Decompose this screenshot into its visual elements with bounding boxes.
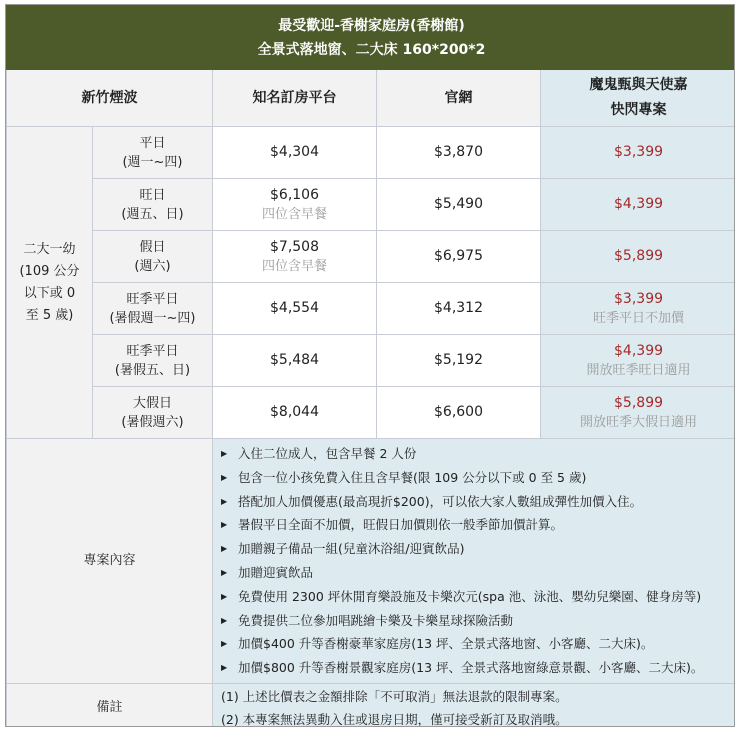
list-item: ▶ 加贈親子備品一組(兒童沐浴組/迎賓飲品) — [221, 537, 735, 561]
group-label-line-1: 二大一幼 — [23, 241, 76, 257]
header-special-line-1: 魔鬼甄與天使嘉 — [589, 77, 688, 93]
list-item: ▶ 搭配加人加價優惠(最高現折$200)，可以依大家人數組成彈性加價入住。 — [221, 490, 735, 514]
day-cell — [93, 387, 213, 439]
list-item: ▶ 加價$800 升等香榭景觀家庭房(13 坪、全景式落地窗綠意景觀、小客廳、二大床)。 — [221, 656, 735, 680]
platform-value: $4,304 — [270, 144, 319, 160]
header-official: 官網 — [377, 70, 541, 127]
day-sub: (暑假五、日) — [114, 362, 191, 378]
day-label: 旺季平日 — [126, 291, 179, 307]
content-label: 專案內容 — [7, 439, 213, 684]
day-label: 旺日 — [139, 187, 166, 203]
group-label-line-3: 以下或 0 — [23, 285, 76, 301]
price-comparison-table-frame — [5, 4, 735, 727]
day-sub: (週六) — [134, 258, 171, 274]
official-price: $5,192 — [377, 335, 541, 387]
special-price — [541, 231, 736, 283]
group-label — [7, 127, 93, 439]
day-cell — [93, 231, 213, 283]
special-value: $4,399 — [614, 342, 664, 359]
special-price — [541, 387, 736, 439]
table-row — [7, 127, 736, 179]
platform-price — [213, 179, 377, 231]
header-special — [541, 70, 736, 127]
remarks-label: 備註 — [7, 683, 213, 727]
remark-item: (1) 上述比價表之金額排除「不可取消」無法退款的限制專案。 — [221, 688, 568, 704]
platform-price — [213, 231, 377, 283]
platform-price — [213, 127, 377, 179]
platform-price: $5,484 — [213, 335, 377, 387]
remarks-row — [7, 683, 736, 727]
content-list — [221, 442, 735, 680]
official-price: $6,975 — [377, 231, 541, 283]
table-row — [7, 387, 736, 439]
table-row — [7, 335, 736, 387]
table-row — [7, 283, 736, 335]
special-value: $3,399 — [614, 144, 664, 160]
day-cell — [93, 179, 213, 231]
group-label-line-4: 至 5 歲) — [25, 307, 74, 323]
table-row — [7, 231, 736, 283]
content-list-cell — [213, 439, 736, 684]
header-special-line-2: 快閃專案 — [610, 102, 667, 118]
day-sub: (暑假週六) — [121, 414, 184, 430]
day-label: 旺季平日 — [126, 343, 179, 359]
platform-value: $7,508 — [270, 238, 319, 255]
list-item: ▶ 包含一位小孩免費入住且含早餐(限 109 公分以下或 0 至 5 歲) — [221, 466, 735, 490]
day-label: 大假日 — [132, 395, 172, 411]
special-value: $4,399 — [614, 196, 664, 212]
official-price: $5,490 — [377, 179, 541, 231]
title-line-2: 全景式落地窗、二大床 160*200*2 — [257, 41, 486, 58]
special-price — [541, 335, 736, 387]
list-item: ▶ 免費使用 2300 坪休閒育樂設施及卡樂次元(spa 池、泳池、嬰幼兒樂園、健身房等) — [221, 585, 735, 609]
platform-value: $6,106 — [270, 186, 319, 203]
special-note: 旺季平日不加價 — [593, 310, 685, 326]
special-price — [541, 179, 736, 231]
list-item: ▶ 加贈迎賓飲品 — [221, 561, 735, 585]
day-label: 平日 — [139, 135, 166, 151]
platform-price: $8,044 — [213, 387, 377, 439]
platform-price: $4,554 — [213, 283, 377, 335]
header-platform: 知名訂房平台 — [213, 70, 377, 127]
list-item: ▶ 免費提供二位參加唱跳繪卡樂及卡樂星球探險活動 — [221, 609, 735, 633]
list-item: ▶ 加價$400 升等香榭豪華家庭房(13 坪、全景式落地窗、小客廳、二大床)。 — [221, 632, 735, 656]
day-label: 假日 — [139, 239, 166, 255]
special-value: $5,899 — [614, 248, 664, 264]
platform-note: 四位含早餐 — [261, 258, 327, 274]
price-comparison-table — [6, 5, 735, 727]
day-cell — [93, 127, 213, 179]
day-sub: (週五、日) — [121, 206, 184, 222]
special-price — [541, 127, 736, 179]
remarks-cell — [213, 683, 736, 727]
day-sub: (暑假週一~四) — [109, 310, 196, 326]
special-note: 開放旺季大假日適用 — [580, 414, 698, 430]
official-price: $4,312 — [377, 283, 541, 335]
special-price — [541, 283, 736, 335]
platform-note: 四位含早餐 — [261, 206, 327, 222]
special-value: $3,399 — [614, 290, 664, 307]
special-value: $5,899 — [614, 394, 664, 411]
table-title — [7, 6, 736, 70]
group-label-line-2: (109 公分 — [19, 263, 80, 279]
day-cell — [93, 283, 213, 335]
table-row — [7, 179, 736, 231]
header-hotel: 新竹煙波 — [7, 70, 213, 127]
day-sub: (週一~四) — [122, 154, 183, 170]
content-row — [7, 439, 736, 684]
day-cell — [93, 335, 213, 387]
title-line-1: 最受歡迎-香榭家庭房(香榭館) — [278, 17, 465, 34]
list-item: ▶ 暑假平日全面不加價，旺假日加價則依一般季節加價計算。 — [221, 513, 735, 537]
remark-item: (2) 本專案無法異動入住或退房日期，僅可接受新訂及取消哦。 — [221, 711, 568, 727]
special-note: 開放旺季旺日適用 — [586, 362, 691, 378]
list-item: ▶ 入住二位成人，包含早餐 2 人份 — [221, 442, 735, 466]
official-price: $3,870 — [377, 127, 541, 179]
official-price: $6,600 — [377, 387, 541, 439]
